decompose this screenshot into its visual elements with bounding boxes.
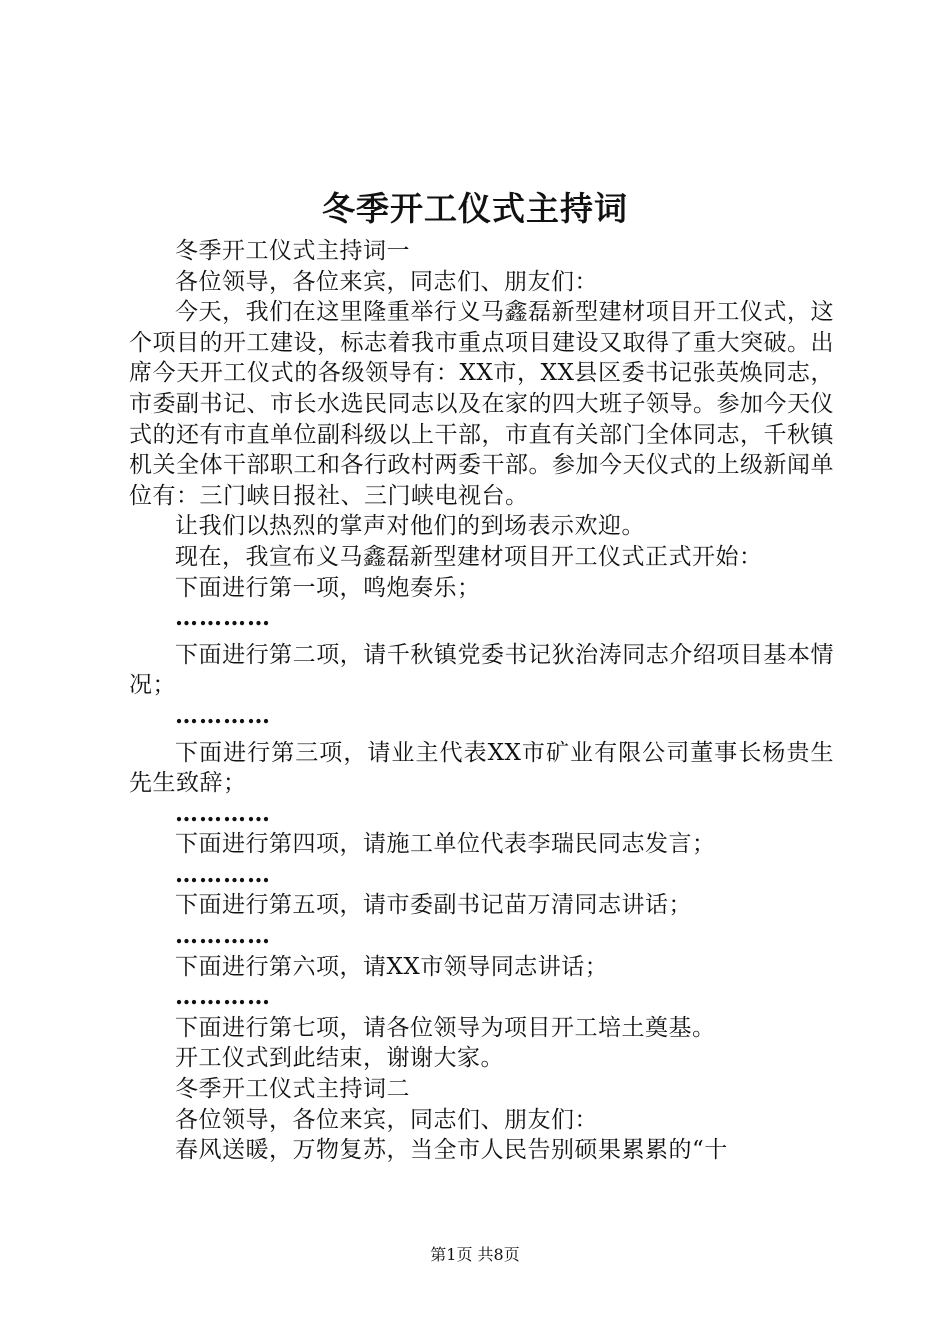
paragraph: 让我们以热烈的掌声对他们的到场表示欢迎。 bbox=[175, 513, 645, 540]
paragraph: 下面进行第二项，请千秋镇党委书记狄治涛同志介绍项目基本情况； bbox=[129, 641, 834, 699]
paragraph: 各位领导，各位来宾，同志们、朋友们： bbox=[175, 1106, 598, 1133]
ellipsis-line: ………… bbox=[175, 922, 271, 950]
paragraph: 下面进行第一项，鸣炮奏乐； bbox=[175, 574, 481, 601]
paragraph: 开工仪式到此结束，谢谢大家。 bbox=[175, 1045, 504, 1072]
paragraph: 冬季开工仪式主持词二 bbox=[175, 1076, 410, 1103]
paragraph: 下面进行第六项，请XX市领导同志讲话； bbox=[175, 953, 609, 980]
ellipsis-line: ………… bbox=[175, 604, 271, 632]
paragraph: 下面进行第五项，请市委副书记苗万清同志讲话； bbox=[175, 892, 692, 919]
paragraph: 下面进行第三项，请业主代表XX市矿业有限公司董事长杨贵生先生致辞； bbox=[129, 739, 834, 797]
ellipsis-line: ………… bbox=[175, 983, 271, 1011]
paragraph: 下面进行第七项，请各位领导为项目开工培土奠基。 bbox=[175, 1014, 716, 1041]
paragraph: 冬季开工仪式主持词一 bbox=[175, 238, 410, 264]
paragraph: 下面进行第四项，请施工单位代表李瑞民同志发言； bbox=[175, 831, 716, 858]
paragraph: 春风送暖，万物复苏，当全市人民告别硕果累累的“十 bbox=[175, 1137, 728, 1164]
paragraph: 各位领导，各位来宾，同志们、朋友们： bbox=[175, 268, 598, 295]
paragraph: 现在，我宣布义马鑫磊新型建材项目开工仪式正式开始： bbox=[175, 543, 763, 570]
ellipsis-line: ………… bbox=[175, 799, 271, 827]
ellipsis-line: ………… bbox=[175, 860, 271, 888]
document-title: 冬季开工仪式主持词 bbox=[322, 189, 628, 228]
document-body bbox=[129, 236, 834, 1166]
ellipsis-line: ………… bbox=[175, 701, 271, 729]
page-footer: 第1页 共8页 bbox=[430, 1245, 520, 1264]
paragraph: 今天，我们在这里隆重举行义马鑫磊新型建材项目开工仪式，这个项目的开工建设，标志着我市重点项目建设又取得了重大突破。出席今天开工仪式的各级领导有：XX市，XX县区委书记张英焕同志，市委副书记、市长水选民同志以及在家的四大班子领导。参加今天仪式的还有市直单位副科级以上干部，市直有关部门全体同志，千秋镇机关全体干部职工和各行政村两委干部。参加今天仪式的上级新闻单位有：三门峡日报社、三门峡电视台。 bbox=[129, 299, 834, 509]
